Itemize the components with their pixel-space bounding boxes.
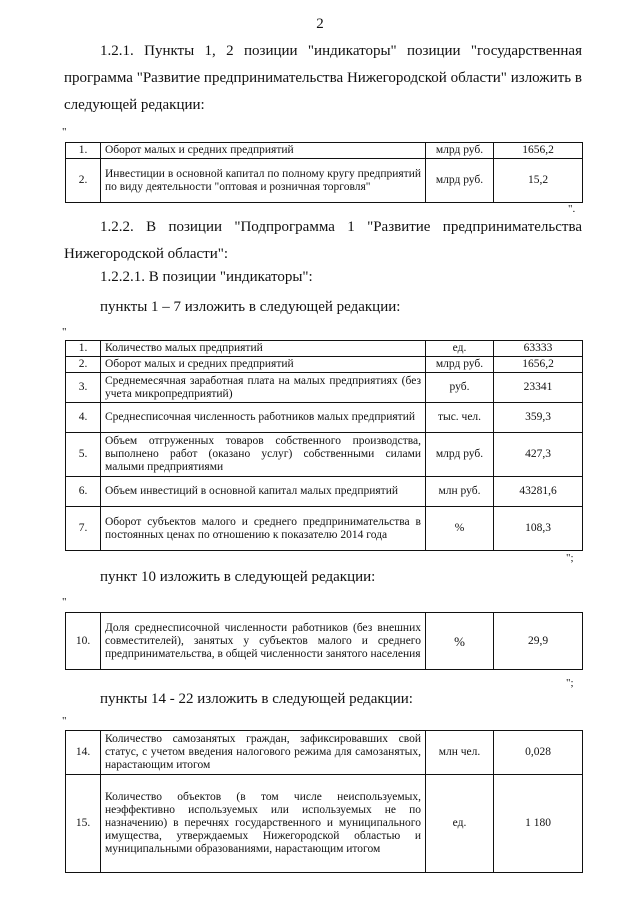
row-number: 2. — [66, 357, 101, 373]
row-value: 23341 — [494, 373, 583, 403]
row-number: 6. — [66, 477, 101, 507]
table2-open-quote: " — [62, 326, 67, 338]
row-number: 3. — [66, 373, 101, 403]
row-value: 1656,2 — [494, 357, 583, 373]
row-number: 14. — [66, 731, 101, 775]
row-value: 43281,6 — [494, 477, 583, 507]
row-unit: ед. — [426, 341, 494, 357]
table-1 — [65, 142, 583, 203]
row-value: 1 180 — [494, 775, 583, 873]
row-value: 359,3 — [494, 403, 583, 433]
row-value: 0,028 — [494, 731, 583, 775]
row-number: 1. — [66, 143, 101, 159]
table-row — [66, 613, 583, 670]
row-unit: ед. — [426, 775, 494, 873]
row-description: Доля среднесписочной численности работников (без внешних совместителей), занятых у субъектов малого и среднего предпринимательства, в общей численности занятого населения — [101, 613, 426, 670]
row-description: Среднесписочная численность работников малых предприятий — [101, 403, 426, 433]
paragraph-item-10: пункт 10 изложить в следующей редакции: — [100, 569, 376, 585]
row-unit: руб. — [426, 373, 494, 403]
row-unit: млрд руб. — [426, 143, 494, 159]
row-description: Оборот малых и средних предприятий — [101, 143, 426, 159]
row-value: 427,3 — [494, 433, 583, 477]
row-unit: млн чел. — [426, 731, 494, 775]
table-4 — [65, 730, 583, 873]
paragraph-1-2-2: 1.2.2. В позиции "Подпрограмма 1 "Развитие предпринимательства Нижегородской области": — [64, 219, 582, 262]
table-row — [66, 143, 583, 159]
row-unit: млн руб. — [426, 477, 494, 507]
row-unit: млрд руб. — [426, 433, 494, 477]
row-unit: % — [426, 507, 494, 551]
table-row — [66, 433, 583, 477]
row-value: 15,2 — [494, 159, 583, 203]
row-value: 29,9 — [494, 613, 583, 670]
row-number: 1. — [66, 341, 101, 357]
row-description: Количество объектов (в том числе неиспользуемых, неэффективно используемых или используемых не по назначению) в перечнях государственного и муниципального имущества, утверждаемых Нижегородской областью и муниципальными образованиями, нарастающим итогом — [101, 775, 426, 873]
row-description: Среднемесячная заработная плата на малых предприятиях (без учета микропредприятий) — [101, 373, 426, 403]
row-value: 1656,2 — [494, 143, 583, 159]
row-unit: тыс. чел. — [426, 403, 494, 433]
row-description: Объем отгруженных товаров собственного производства, выполнено работ (оказано услуг) собственными силами малыми предприятиями — [101, 433, 426, 477]
row-number: 10. — [66, 613, 101, 670]
table-row — [66, 159, 583, 203]
table-2 — [65, 340, 583, 551]
row-number: 4. — [66, 403, 101, 433]
row-description: Объем инвестиций в основной капитал малых предприятий — [101, 477, 426, 507]
row-number: 5. — [66, 433, 101, 477]
row-description: Оборот субъектов малого и среднего предпринимательства в постоянных ценах по отношению к показателю 2014 года — [101, 507, 426, 551]
row-value: 108,3 — [494, 507, 583, 551]
row-unit: млрд руб. — [426, 357, 494, 373]
paragraph-1-2-1: 1.2.1. Пункты 1, 2 позиции "индикаторы" позиции "государственная программа "Развитие предпринимательства Нижегородской области" изложить в следующей редакции: — [64, 43, 582, 113]
row-description: Количество самозанятых граждан, зафиксировавших свой статус, с учетом введения налогового режима для самозанятых, нарастающим итогом — [101, 731, 426, 775]
table-row — [66, 373, 583, 403]
table-row — [66, 357, 583, 373]
paragraph-items-14-22: пункты 14 - 22 изложить в следующей редакции: — [100, 691, 413, 707]
row-description: Количество малых предприятий — [101, 341, 426, 357]
row-number: 2. — [66, 159, 101, 203]
row-value: 63333 — [494, 341, 583, 357]
table-3 — [65, 612, 583, 670]
row-description: Оборот малых и средних предприятий — [101, 357, 426, 373]
table-row — [66, 403, 583, 433]
table-row — [66, 477, 583, 507]
paragraph-items-1-7: пункты 1 – 7 изложить в следующей редакции: — [100, 299, 401, 315]
table-row — [66, 775, 583, 873]
paragraph-1-2-2-1: 1.2.2.1. В позиции "индикаторы": — [100, 269, 313, 285]
row-number: 7. — [66, 507, 101, 551]
table4-open-quote: " — [62, 715, 67, 727]
row-number: 15. — [66, 775, 101, 873]
page-number: 2 — [316, 16, 324, 32]
table-row — [66, 507, 583, 551]
table3-close-quote: "; — [566, 677, 574, 689]
row-unit: % — [426, 613, 494, 670]
table2-close-quote: "; — [566, 552, 574, 564]
row-description: Инвестиции в основной капитал по полному кругу предприятий по виду деятельности "оптовая и розничная торговля" — [101, 159, 426, 203]
row-unit: млрд руб. — [426, 159, 494, 203]
table-row — [66, 341, 583, 357]
table3-open-quote: " — [62, 596, 67, 608]
table1-close-quote: ". — [568, 203, 576, 215]
table-row — [66, 731, 583, 775]
table1-open-quote: " — [62, 126, 67, 138]
